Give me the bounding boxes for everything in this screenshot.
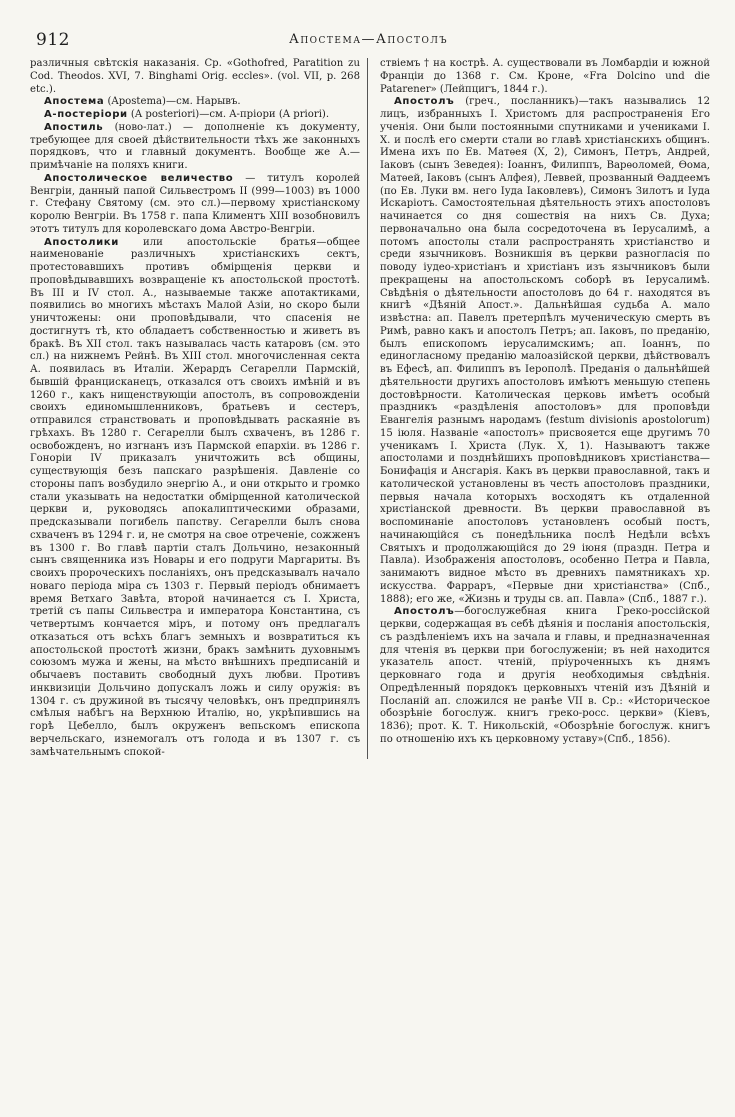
text-columns — [30, 58, 710, 759]
entry-apostil — [30, 122, 360, 173]
entry-text: (A posteriori)—см. A-пріори (A priori). — [127, 109, 330, 120]
page-header — [30, 30, 707, 52]
entry-apostoliki — [30, 237, 360, 760]
entry-text: различныя свѣтскія наказанія. Ср. «Gothofred, Paratition zu Cod. Theodos. XVI, 7. Binghami Orig. eccles». (vol. VII, p. 268 etc.). — [30, 58, 360, 95]
entry-apostol-person — [380, 96, 710, 606]
entry-a-posteriori — [30, 109, 360, 122]
entry-text: (ново-лат.) — дополненіе къ документу, требующее для своей дѣйствительности тѣхъ же законныхъ порядковъ, что и главный документъ. Вообще же А.—примѣчаніе на поляхъ книги. — [30, 121, 360, 171]
entry-text: (греч., посланникъ)—такъ назывались 12 лицъ, избранныхъ І. Христомъ для распространенія Его ученія. Они были постоянными спутниками и учениками І. Х. и послѣ его смерти стали во главѣ христіанскихъ общинъ. Имена ихъ по Ев. Матѳея (X, 2), Симонъ, Петръ, Андрей, Іаковъ (сынъ Зеведея): Іоаннъ, Филиппъ, Варѳоломей, Ѳома, Матѳей, Іаковъ (сынъ Алфея), Леввей, прозванный Ѳаддеемъ (по Ев. Луки вм. него Іуда Іаковлевъ), Симонъ Зилотъ и Іуда Искаріотъ. Самостоятельная дѣятельность этихъ апостоловъ начинается со дня сошествія на нихъ Св. Духа; первоначально она была сосредоточена въ Іерусалимѣ, а потомъ апостолы стали распространять христіанство и среди язычниковъ. Возникшія въ церкви разногласія по поводу іудео-христіанъ и христіанъ изъ язычниковъ были прекращены на апостольскомъ соборѣ въ Іерусалимѣ. Свѣдѣнія о дѣятельности апостоловъ до 64 г. находятся въ книгѣ «Дѣяній Апост.». Дальнѣйшая судьба А. мало извѣстна: ап. Павелъ претерпѣлъ мученическую смерть въ Римѣ, равно какъ и апостолъ Петръ; ап. Іаковъ, по преданію, былъ епископомъ іерусалимскимъ; ап. Іоаннъ, по единогласному преданію малоазійской церкви, дѣйствовалъ въ Ефесѣ, ап. Филиппъ въ Іерополѣ. Преданія о дальнѣйшей дѣятельности другихъ апостоловъ имѣютъ меньшую степень достовѣрности. Католическая церковь имѣетъ особый праздникъ «раздѣленія апостоловъ» для проповѣди Евангелія разнымъ народамъ (festum divisionis apostolorum) 15 іюля. Названіе «апостолъ» присвояется еще другимъ 70 ученикамъ І. Христа (Лук. X, 1). Называютъ также апостолами и позднѣйшихъ проповѣдниковъ христіанства—Бонифація и Ансгарія. Какъ въ церкви православной, такъ и католической установлены въ честь апостоловъ праздники, первыя начала которыхъ восходятъ къ отдаленной христіанской древности. Въ церкви православной въ воспоминаніе апостоловъ установленъ особый постъ, начинающійся съ понедѣльника послѣ Недѣли всѣхъ Святыхъ и продолжающійся до 29 іюня (праздн. Петра и Павла). Изображенія апостоловъ, особенно Петра и Павла, занимаютъ видное мѣсто въ древнихъ памятникахъ хр. искусства. Фаррaръ, «Первые дни христіанства» (Спб., 1888); его же, «Жизнь и труды св. ап. Павла» (Спб., 1887 г.). — [380, 96, 710, 605]
entry-continuation — [30, 58, 360, 96]
entry-text: — титулъ королей Венгріи, данный папой Сильвестромъ II (999—1003) въ 1000 г. Стефану Святому (см. это сл.)—первому христіанскому королю Венгріи. Въ 1758 г. папа Климентъ XIII возобновилъ этотъ титулъ для королевскаго дома Австро-Венгріи. — [30, 172, 360, 235]
entry-text: ствіемъ † на кострѣ. А. существовали въ Ломбардіи и южной Франціи до 1368 г. См. Кроне, «Fra Dolcino und die Patarener» (Лейпцигъ, 1844 г.). — [380, 58, 710, 95]
entry-continuation — [380, 58, 710, 96]
left-column — [30, 58, 368, 759]
entry-headword: Апостолики — [44, 236, 119, 248]
entry-headword: Апостолъ — [394, 96, 455, 108]
entry-headword: Апостолъ — [394, 606, 455, 618]
entry-headword: Апостолическое величество — [44, 172, 234, 184]
entry-text: (Apostema)—см. Нарывъ. — [104, 96, 241, 108]
entry-apostema — [30, 96, 360, 109]
running-title: Апостема—Апостолъ — [288, 32, 449, 47]
entry-headword: Апостема — [44, 96, 105, 108]
entry-headword: Апостиль — [44, 121, 104, 133]
entry-apostolic-majesty — [30, 173, 360, 237]
entry-text: или апостольскіе братья—общее наименованіе различныхъ христіанскихъ сектъ, протестовавшихъ противъ обмірщенія церкви и проповѣдывавшихъ возвращеніе къ апостольской простотѣ. Въ III и IV стол. А., называемые также апотактиками, появились во многихъ мѣстахъ Малой Азіи, но скоро были уничтожены: они проповѣдывали, что спасенія не достигнутъ тѣ, кто обладаетъ собственностью и живетъ въ бракѣ. Въ XII стол. такъ называлась часть катаровъ (см. это сл.) на нижнемъ Рейнѣ. Въ XIII стол. многочисленная секта А. появилась въ Италіи. Жерардъ Сегарелли Пармскій, бывшій францисканецъ, отказался отъ своихъ имѣній и въ 1260 г., какъ нищенствующіи апостолъ, въ сопровожденіи своихъ единомышленниковъ, братьевъ и сестеръ, отправился странствовать и проповѣдывать раскаяніе въ грѣхахъ. Въ 1280 г. Сегарелли былъ схваченъ, въ 1286 г. освобожденъ, но изгнанъ изъ Пармской епархіи. въ 1286 г. Гоноріи IV приказалъ уничтожить всѣ общины, существующія безъ папскаго разрѣшенія. Давленіе со стороны папъ возбудило энергію А., и они открыто и громко стали указывать на недостатки обмірщенной католической церкви и, руководясь апокалиптическими образами, предсказывали погибель папству. Сегарелли былъ снова схваченъ въ 1294 г. и, не смотря на свое отреченіе, сожженъ въ 1300 г. Во главѣ партіи сталъ Дольчино, незаконный сынъ священника изъ Новары и его подруги Маргариты. Въ своихъ пророческихъ посланіяхъ, онъ предсказывалъ начало новаго періода міра съ 1303 г. Первый періодъ обнимаетъ время Ветхаго Завѣта, второй начинается съ І. Христа, третій съ папы Сильвестра и императора Константина, съ четвертымъ кончается міръ, и потому онъ предлагалъ отказаться отъ всѣхъ благъ земныхъ и возвратиться къ апостольской простотѣ жизни, бракъ замѣнить духовнымъ союзомъ мужа и жены, на мѣсто внѣшнихъ предписаній и обычаевъ поставить свободный духъ любви. Противъ инквизиціи Дольчино допускалъ ложь и силу оружія: въ 1304 г. съ дружиной въ тысячу человѣкъ, онъ предпринялъ смѣлыя набѣгъ на Верхнюю Италію, но, укрѣпившись на горѣ Цебелло, былъ окруженъ вепьскомъ епископа верчельскаго, изнемогалъ отъ голода и въ 1307 г. съ замѣчательнымъ спокой- — [30, 236, 360, 758]
entry-text: —богослужебная книга Греко-россійской церкви, содержащая въ себѣ дѣянія и посланія апостольскія, съ раздѣленіемъ ихъ на зачала и главы, и предназначенная для чтенія въ церкви при богослуженіи; въ ней находится указатель апост. чтеній, пріуроченныхъ къ днямъ церковнаго года и другія необходимыя свѣдѣнія. Опредѣленный порядокъ церковныхъ чтеній изъ Дѣяній и Посланій ап. сложился не ранѣе VII в. Ср.: «Историческое обозрѣніе богослуж. книгъ греко-росс. церкви» (Кіевъ, 1836); прот. К. Т. Никольскій, «Обозрѣніе богослуж. книгъ по отношенію ихъ къ церковному уставу»(Спб., 1856). — [380, 606, 710, 745]
page-number: 912 — [36, 30, 70, 50]
entry-apostol-book — [380, 606, 710, 746]
entry-headword: А-постеріори — [44, 109, 128, 120]
right-column — [377, 58, 710, 759]
